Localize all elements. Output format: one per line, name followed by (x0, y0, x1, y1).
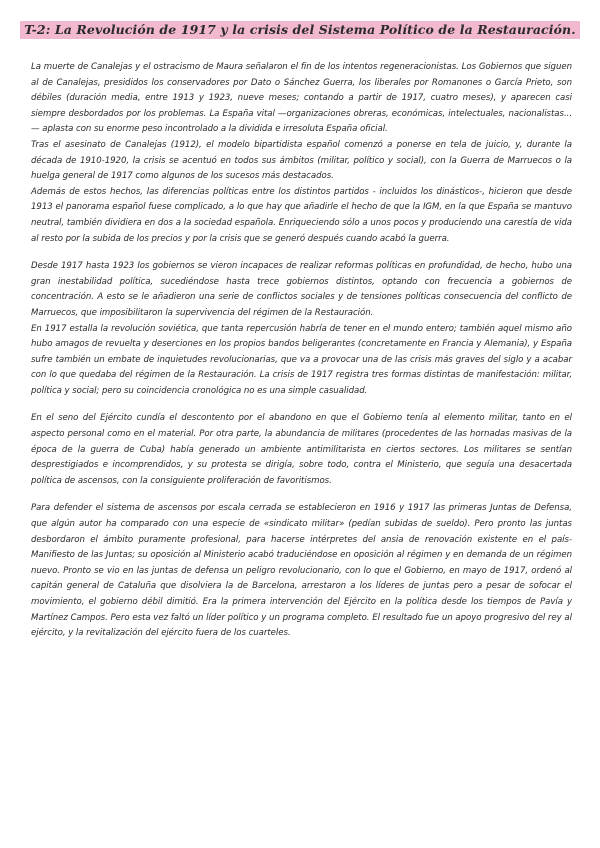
paragraph-7: Para defender el sistema de ascensos por escala cerrada se establecieron en 1916 y 1917 las primeras Juntas de Defensa, que algún autor ha comparado con una especie de «sindicato militar» (pedían subidas de sueldo). Pero pronto las juntas desbordaron el ámbito puramente profesional, para hacerse intérpretes del ansia de renovación existente en el país- Manifiesto de las Juntas; su oposición al Ministerio acabó traduciéndose en oposición al régimen y en demanda de un régimen nuevo. Pronto se vio en las juntas de defensa un peligro revolucionario, con lo que el Gobierno, en mayo de 1917, ordenó al capitán general de Cataluña que disolviera la de Barcelona, arrestaron a los líderes de juntas pero a pesar de sofocar el movimiento, el gobierno débil dimitió. Era la primera intervención del Ejército en la política desde los tiempos de Pavía y Martínez Campos. Pero esta vez faltó un líder político y un programa completo. El resultado fue un apoyo progresivo del rey al ejército, y la revitalización del ejército fuera de los cuarteles. (31, 503, 572, 639)
paragraph-3: Además de estos hechos, las diferencias políticas entre los distintos partidos - incluidos los dinásticos-, hicieron que desde 1913 el panorama español fuese complicado, a lo que hay que añadirle el hecho de que la IGM, en la que España se mantuvo neutral, también dividiera en dos a la sociedad española. Enriqueciendo sólo a unos pocos y produciendo una carestía de vida al resto por la subida de los precios y por la crisis que se generó después cuando acabó la guerra. (31, 186, 572, 244)
paragraph-6: En el seno del Ejército cundía el descontento por el abandono en que el Gobierno tenía al elemento militar, tanto en el aspecto personal como en el material. Por otra parte, la abundancia de militares (procedentes de las hornadas masivas de la época de la guerra de Cuba) había generado un ambiente antimilitarista en ciertos sectores. Los militares se sentían desprestigiados e incomprendidos, y su protesta se dirigía, sobre todo, contra el Ministerio, que seguía una desacertada política de ascensos, con la consiguiente proliferación de favoritismos. (31, 413, 572, 486)
paragraph-4: Desde 1917 hasta 1923 los gobiernos se vieron incapaces de realizar reformas políticas en profundidad, de hecho, hubo una gran inestabilidad política, sucediéndose hasta trece gobiernos distintos, optando con frecuencia a gobiernos de concentración. A esto se le añadieron una serie de conflictos sociales y de tensiones políticas consecuencia del conflicto de Marruecos, que imposibilitaron la supervivencia del régimen de la Restauración. (31, 261, 572, 318)
page-title: T-2: La Revolución de 1917 y la crisis del Sistema Político de la Restauración. (20, 21, 579, 39)
title-wrap (0, 19, 600, 39)
paragraph-5: En 1917 estalla la revolución soviética, que tanta repercusión habría de tener en el mundo entero; también aquel mismo año hubo amagos de revuelta y deserciones en los propios bandos beligerantes (concretamente en Francia y Alemania), y España sufre también un embate de inquietudes revolucionarias, que va a provocar una de las crisis más graves del siglo y a acabar con lo que quedaba del régimen de la Restauración. La crisis de 1917 registra tres formas distintas de manifestación: militar, política y social; pero su coincidencia cronológica no es una simple casualidad. (31, 323, 572, 396)
paragraph-2: Tras el asesinato de Canalejas (1912), el modelo bipartidista español comenzó a ponerse en tela de juicio, y, durante la década de 1910-1920, la crisis se acentuó en todos sus ámbitos (militar, político y social), con la Guerra de Marruecos o la huelga general de 1917 como algunos de los sucesos más destacados. (31, 139, 572, 182)
paragraph-1: La muerte de Canalejas y el ostracismo de Maura señalaron el fin de los intentos regeneracionistas. Los Gobiernos que siguen al de Canalejas, presididos los conservadores por Dato o Sánchez Guerra, los liberales por Romanones o García Prieto, son débiles (duración media, entre 1913 y 1923, nueve meses; contando a partir de 1917, cuatro meses), y aparecen casi siempre desbordados por los problemas. La España vital —organizaciones obreras, económicas, intelectuales, nacionalistas...— aplasta con su enorme peso incontrolado a la dividida e irresoluta España oficial. (31, 62, 572, 135)
document-body (31, 60, 572, 642)
